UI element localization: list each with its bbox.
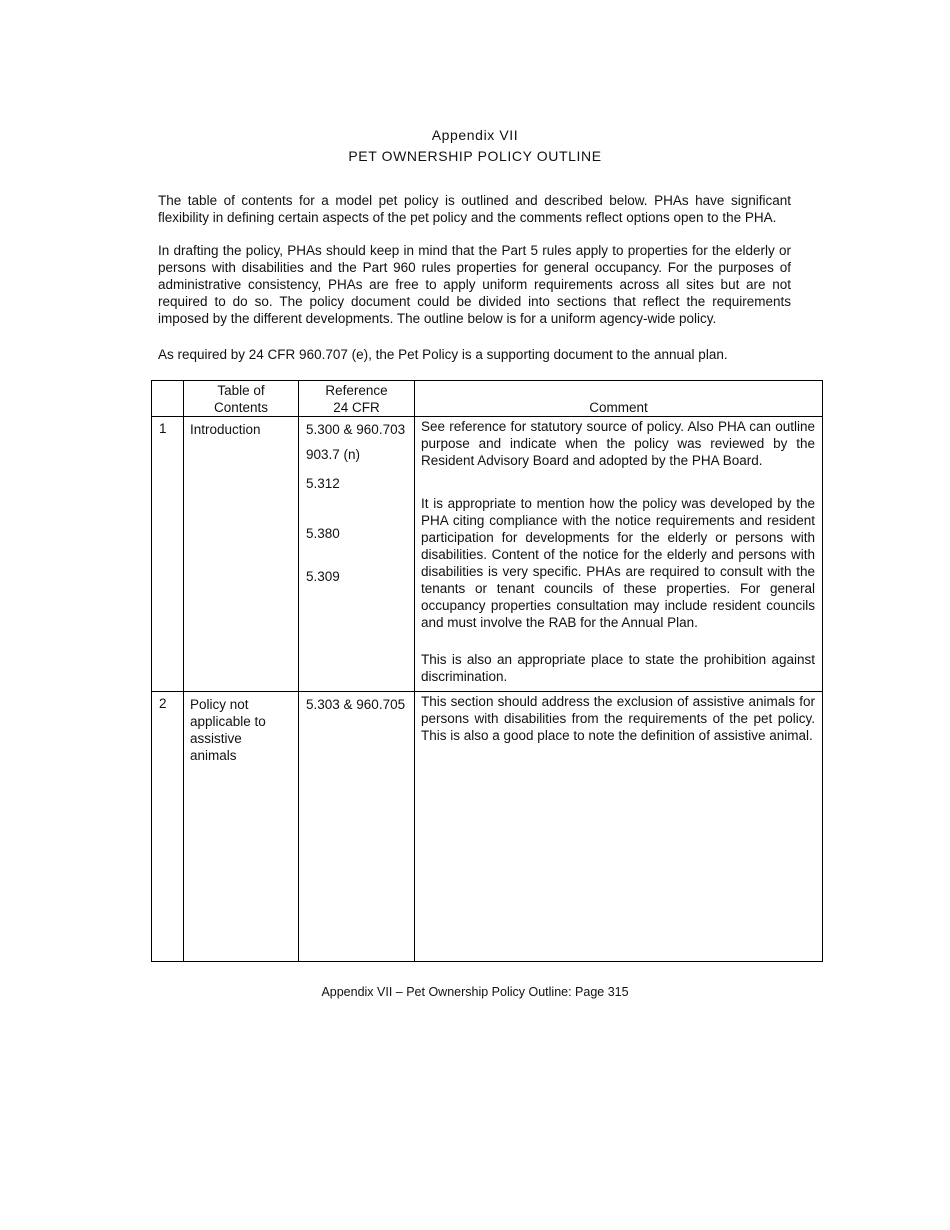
requirement-paragraph: As required by 24 CFR 960.707 (e), the Pet Policy is a supporting document to the annual plan. — [158, 347, 728, 362]
comment-paragraph: This section should address the exclusion of assistive animals for persons with disabilities from the requirements of the pet policy. This is also a good place to note the definition of assistive animal. — [421, 694, 815, 743]
page-footer: Appendix VII – Pet Ownership Policy Outline: Page 315 — [321, 985, 629, 999]
toc-entry: Policy not applicable to assistive animals — [184, 692, 299, 962]
cfr-reference: 5.303 & 960.705 — [306, 697, 406, 712]
comment-paragraph: It is appropriate to mention how the policy was developed by the PHA citing compliance with the notice requirements and resident participation for developments for the elderly or persons with disabilities. Content of the notice for the elderly and persons with disabilities is very specific. PHAs are required to consult with the tenants or tenant councils of these properties. For general occupancy properties consultation may include resident councils and must involve the RAB for the Annual Plan. — [421, 496, 815, 630]
table-row — [152, 692, 823, 962]
comment-cell — [415, 417, 823, 692]
comment-paragraph: See reference for statutory source of policy. Also PHA can outline purpose and indicate when the policy was reviewed by the Resident Advisory Board and adopted by the PHA Board. — [421, 419, 815, 468]
reference-header-line: 24 CFR — [333, 400, 380, 415]
toc-header-line: Contents — [213, 400, 269, 415]
row-number: 1 — [152, 417, 184, 692]
cfr-reference: 5.312 — [306, 476, 340, 491]
reference-header-line: Reference — [325, 383, 388, 398]
cfr-reference: 903.7 (n) — [306, 447, 361, 462]
reference-cell — [299, 692, 415, 962]
reference-cell — [299, 417, 415, 692]
toc-header-line: Table of — [217, 383, 265, 398]
cfr-reference: 5.309 — [306, 569, 340, 584]
cfr-reference: 5.300 & 960.703 — [306, 422, 406, 437]
table-header-row — [152, 381, 823, 417]
number-header — [152, 381, 184, 417]
comment-paragraph: This is also an appropriate place to state the prohibition against discrimination. — [421, 652, 815, 684]
document-header — [0, 125, 950, 167]
comment-cell — [415, 692, 823, 962]
reference-header — [299, 381, 415, 417]
comment-header: Comment — [415, 381, 823, 417]
row-number: 2 — [152, 692, 184, 962]
table-row — [152, 417, 823, 692]
drafting-paragraph: In drafting the policy, PHAs should keep in mind that the Part 5 rules apply to properties for the elderly or persons with disabilities and the Part 960 rules properties for general occupancy. For the purposes of administrative consistency, PHAs are free to apply uniform requirements across all sites but are not required to do so. The policy document could be divided into sections that reflect the requirements imposed by the different developments. The outline below is for a uniform agency-wide policy. — [158, 243, 791, 326]
toc-entry: Introduction — [184, 417, 299, 692]
cfr-reference: 5.380 — [306, 526, 340, 541]
appendix-title: Appendix VII — [431, 127, 519, 143]
intro-paragraph: The table of contents for a model pet policy is outlined and described below. PHAs have significant flexibility in defining certain aspects of the pet policy and the comments reflect options open to the PHA. — [158, 193, 791, 225]
policy-outline-table — [151, 380, 823, 962]
appendix-subtitle: PET OWNERSHIP POLICY OUTLINE — [348, 148, 602, 164]
toc-header — [184, 381, 299, 417]
